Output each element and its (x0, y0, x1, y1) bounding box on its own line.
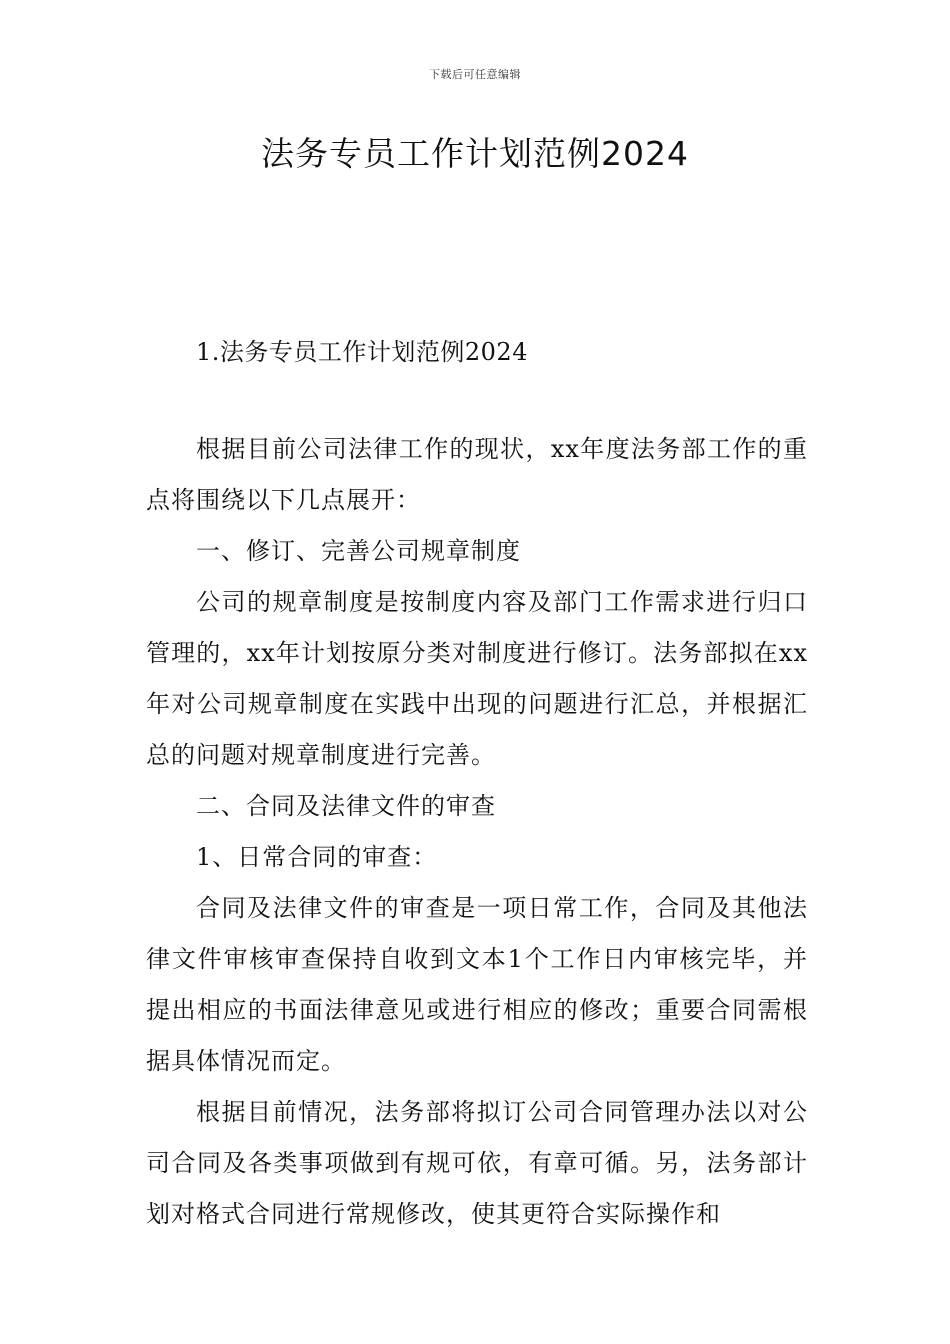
header-note: 下载后可任意编辑 (429, 68, 521, 81)
paragraph-regulations: 公司的规章制度是按制度内容及部门工作需求进行归口管理的，xx年计划按原分类对制度进行修订。法务部拟在xx年对公司规章制度在实践中出现的问题进行汇总，并根据汇总的问题对规章制度进行完善。 (146, 588, 808, 769)
paragraph-contract-review: 合同及法律文件的审查是一项日常工作，合同及其他法律文件审核审查保持自收到文本1个工作日内审核完毕，并提出相应的书面法律意见或进行相应的修改；重要合同需根据具体情况而定。 (146, 894, 808, 1075)
subheading-daily-contract-review: 1、日常合同的审查： (196, 843, 438, 871)
heading-contract-review: 二、合同及法律文件的审查 (196, 792, 496, 820)
heading-regulations: 一、修订、完善公司规章制度 (196, 537, 521, 565)
section-heading: 1.法务专员工作计划范例2024 (196, 338, 528, 366)
document-body (146, 424, 808, 1240)
document-title: 法务专员工作计划范例2024 (261, 134, 689, 173)
paragraph-contract-management: 根据目前情况，法务部将拟订公司合同管理办法以对公司合同及各类事项做到有规可依，有章可循。另，法务部计划对格式合同进行常规修改，使其更符合实际操作和 (146, 1098, 808, 1228)
paragraph-intro: 根据目前公司法律工作的现状，xx年度法务部工作的重点将围绕以下几点展开： (146, 435, 808, 514)
